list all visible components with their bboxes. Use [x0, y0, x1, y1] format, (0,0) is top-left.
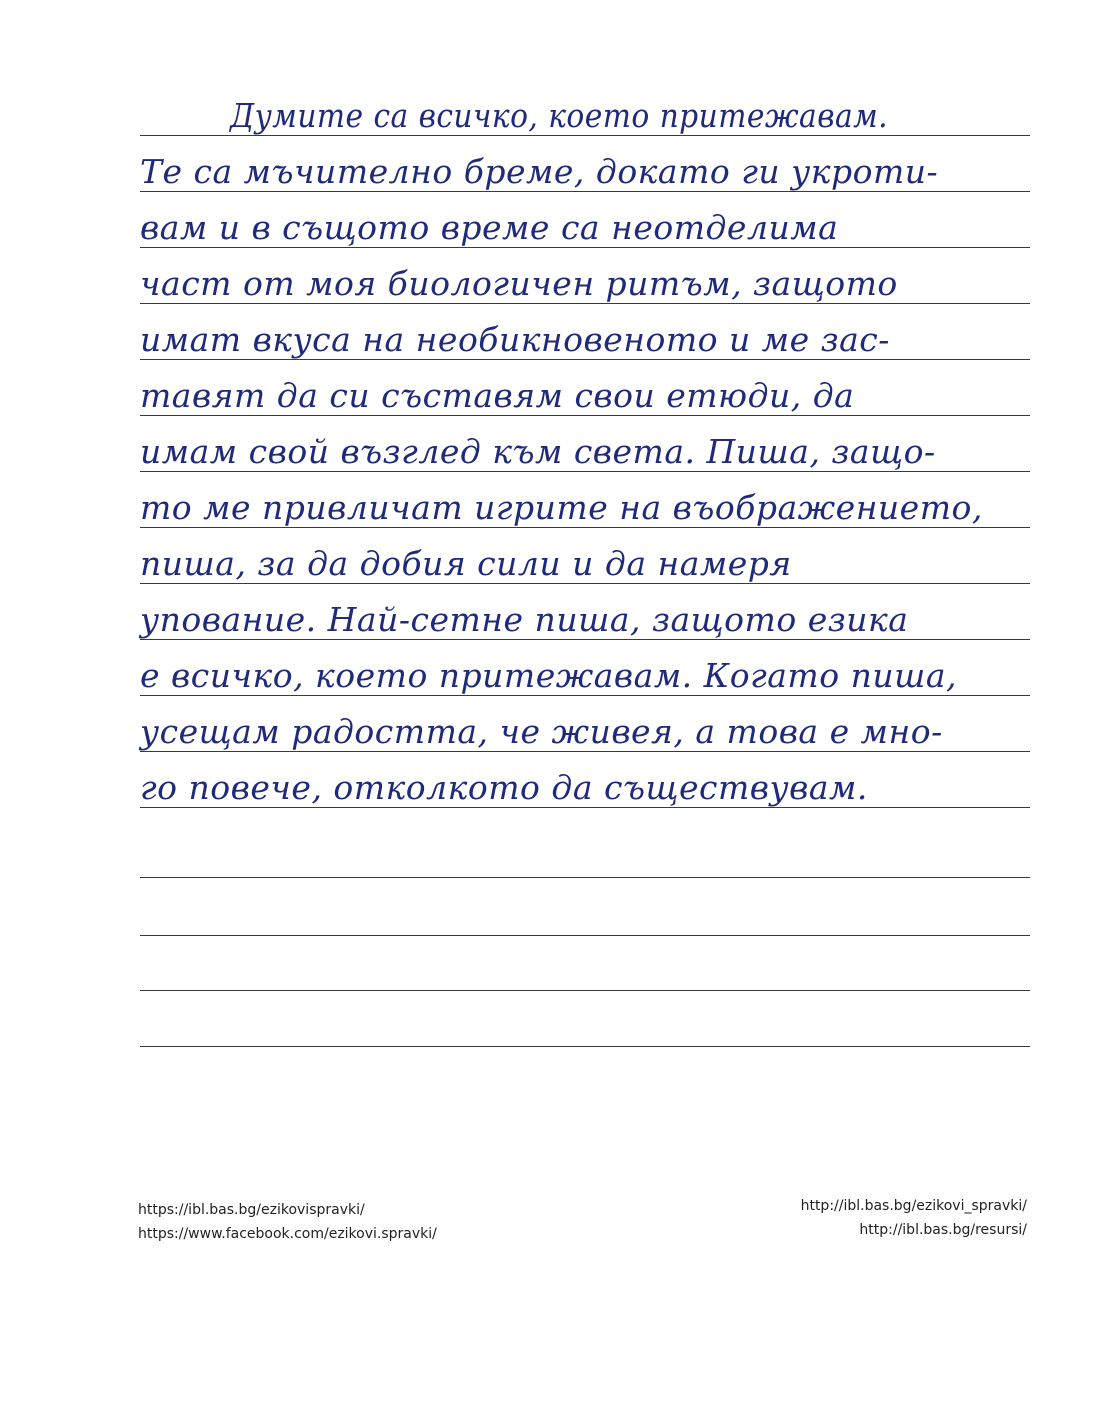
handwritten-line: Думите са всичко, което притежавам. — [230, 96, 889, 135]
handwritten-line: то ме привличат игрите на въображението, — [140, 488, 983, 527]
handwritten-line: тавят да си съставям свои етюди, да — [140, 376, 855, 415]
footer-link[interactable]: http://ibl.bas.bg/ezikovi_spravki/ — [800, 1198, 1027, 1214]
handwritten-line: упование. Най-сетне пиша, защото езика — [140, 600, 909, 639]
handwritten-line: имам свой възглед към света. Пиша, защо- — [140, 432, 936, 471]
ruled-line — [140, 935, 1030, 936]
footer-link[interactable]: http://ibl.bas.bg/resursi/ — [859, 1222, 1027, 1238]
handwritten-line: част от моя биологичен ритъм, защото — [140, 264, 898, 303]
ruled-line — [140, 877, 1030, 878]
ruled-line — [140, 990, 1030, 991]
handwritten-line: имат вкуса на необикновеното и ме зас- — [140, 320, 890, 359]
footer-links-right — [801, 1194, 1027, 1242]
handwritten-line: е всичко, което притежавам. Когато пиша, — [140, 656, 957, 695]
handwritten-line: вам и в същото време са неотделима — [140, 208, 839, 247]
handwritten-line: го повече, отколкото да съществувам. — [140, 768, 868, 807]
handwritten-line: Те са мъчително бреме, докато ги укроти- — [140, 152, 939, 191]
footer-links-left — [138, 1198, 437, 1246]
handwritten-line: усещам радостта, че живея, а това е мно- — [140, 712, 943, 751]
footer-link[interactable]: https://ibl.bas.bg/ezikovispravki/ — [138, 1202, 365, 1218]
handwritten-line: пиша, за да добия сили и да намеря — [140, 544, 792, 583]
footer-link[interactable]: https://www.facebook.com/ezikovi.spravki/ — [138, 1226, 437, 1242]
ruled-line — [140, 1046, 1030, 1047]
